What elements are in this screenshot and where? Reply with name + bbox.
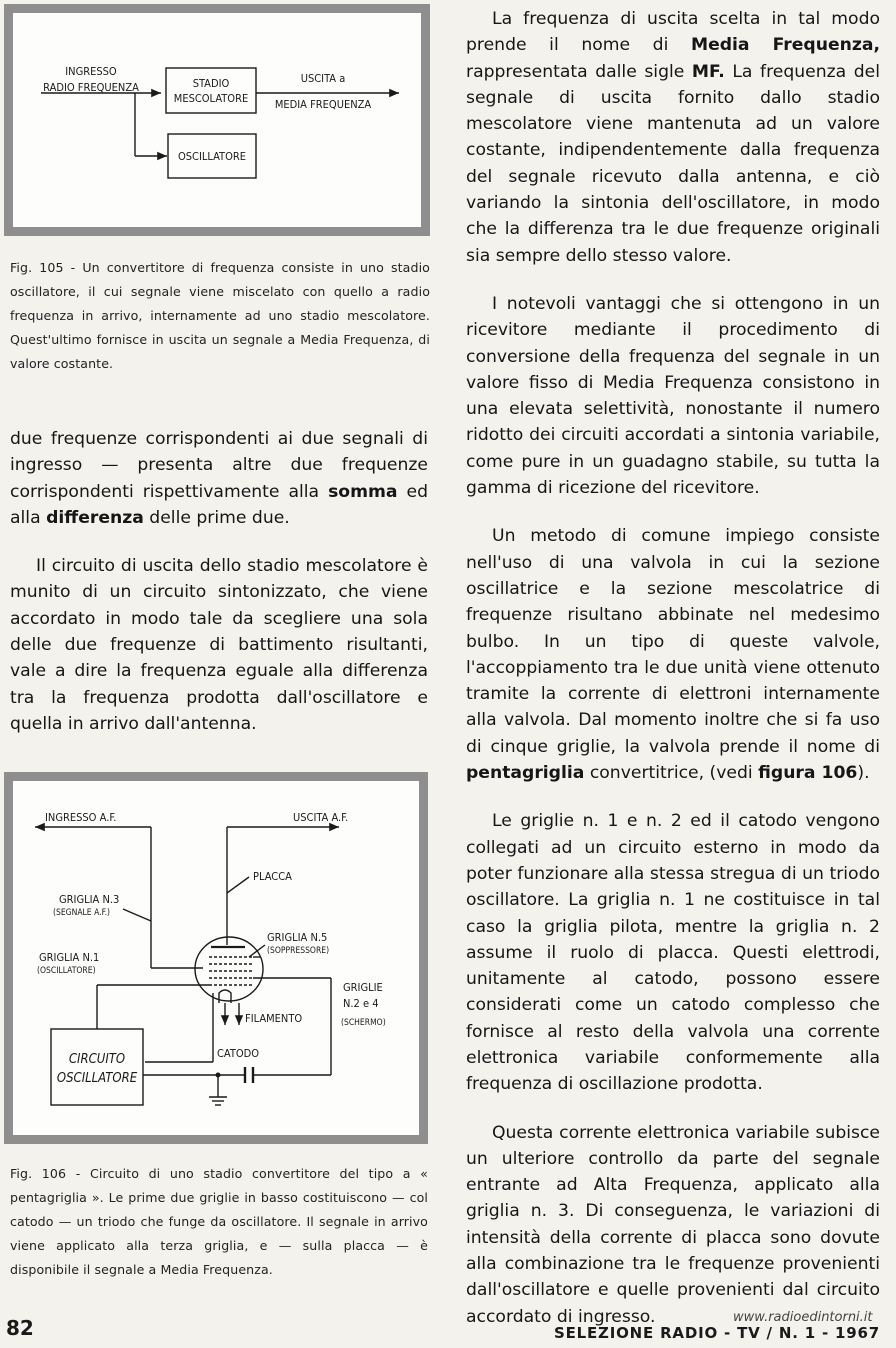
output-af-label: USCITA A.F. [293, 811, 349, 824]
right-paragraph-2: I notevoli vantaggi che si ottengono in un ricevitore mediante il procedimento di conversione della frequenza del segnale in un valore fisso di Media Frequenza consistono in una elevata selettività, nonostante il numero ridotto dei circuiti accordati a sintonia variabile, come pure in un guadagno stabile, su tutta la gamma di ricezione del ricevitore. [466, 293, 880, 499]
text-run: delle prime due. [143, 507, 290, 528]
text-run: ). [857, 763, 870, 784]
text-run: convertitrice, (vedi [584, 763, 759, 784]
right-paragraph-4: Le griglie n. 1 e n. 2 ed il catodo vengono collegati ad un circuito esterno in modo da poter funzionare alla stessa stregua di un triodo oscillatore. La griglia n. 1 ne costituisce in tal caso la griglia pilota, mentre la griglia n. 2 assume il ruolo di placca. Questi elettrodi, unitamente al catodo, possono essere considerati come un catodo complesso che fornisce al resto della valvola una corrente elettronica variabile conformemente alla frequenza di oscillazione prodotta. [466, 811, 880, 1095]
block-diagram-svg [13, 13, 421, 227]
bold-term-pentagriglia: pentagriglia [466, 763, 585, 784]
left-paragraph-1 [10, 426, 428, 531]
mixer-block [166, 68, 256, 113]
grids24-label-2: N.2 e 4 [343, 997, 379, 1010]
osc-circuit-label-2: OSCILLATORE [56, 1071, 138, 1086]
osc-circuit-label-1: CIRCUITO [68, 1052, 126, 1067]
grid1-label-2: (OSCILLATORE) [37, 966, 96, 976]
text-run: due frequenze corrispondenti ai due segnali di ingresso — presenta altre due frequenze corrispondenti rispettivamente alla [10, 429, 428, 502]
figure-105-caption: Fig. 105 - Un convertitore di frequenza consiste in uno stadio oscillatore, il cui segnale viene miscelato con quello a radio frequenza in arrivo, internamente ad uno stadio mescolatore. Quest'ultimo fornisce in uscita un segnale a Media Frequenza, di valore costante. [10, 260, 430, 371]
bold-term-differenza: differenza [46, 507, 144, 528]
input-label-1: INGRESSO [65, 65, 117, 78]
figure-106-circuit-diagram [4, 772, 428, 1144]
output-label-1: USCITA a [300, 72, 346, 85]
bold-term-media-frequenza: Media Frequenza, [690, 35, 880, 56]
right-paragraph-1 [466, 6, 880, 269]
text-run: La frequenza di uscita scelta in tal modo prende il nome di [466, 9, 880, 56]
grid1-label-1: GRIGLIA N.1 [39, 951, 100, 964]
figure-106-caption: Fig. 106 - Circuito di uno stadio convertitore del tipo a « pentagriglia ». Le prime due griglie in basso costituiscono — col catodo — un triodo che funge da oscillatore. Il segnale in arrivo viene applicato alla terza griglia, e — sulla placca — è disponibile il segnale a Media Frequenza. [10, 1166, 428, 1277]
left-column [10, 426, 428, 737]
text-run: rappresentata dalle sigle [466, 61, 692, 82]
input-af-label: INGRESSO A.F. [45, 811, 117, 824]
output-label-2: MEDIA FREQUENZA [274, 98, 372, 111]
oscillator-circuit-block [51, 1029, 143, 1105]
mixer-label-1: STADIO [192, 77, 230, 90]
cathode-label: CATODO [217, 1047, 260, 1060]
left-paragraph-2: Il circuito di uscita dello stadio mescolatore è munito di un circuito sintonizzato, che viene accordato in modo tale da scegliere una sola delle due frequenze di battimento risultanti, vale a dire la frequenza eguale alla differenza tra la frequenza prodotta dall'oscillatore e quella in arrivo dall'antenna. [10, 556, 428, 734]
mixer-label-2: MESCOLATORE [173, 92, 249, 105]
text-run: Un metodo di comune impiego consiste nell'uso di una valvola in cui la sezione oscillatrice e la sezione mescolatrice di frequenze risultano abbinate nel medesimo bulbo. In un tipo di queste valvole, l'accoppiamento tra le due unità viene ottenuto tramite la corrente di elettroni internamente alla valvola. Dal momento inoltre che si fa uso di cinque griglie, la valvola prende il nome di [466, 526, 880, 757]
grid3-label-2: (SEGNALE A.F.) [53, 908, 111, 918]
right-paragraph-5: Questa corrente elettronica variabile subisce un ulteriore controllo da parte del segnale entrante ad Alta Frequenza, applicato alla griglia n. 3. Di conseguenza, le variazioni di intensità della corrente di placca sono dovute alla combinazione tra le frequenze provenienti dall'oscillatore e quelle provenienti dal circuito accordato di ingresso. [466, 1122, 880, 1327]
plate-label: PLACCA [253, 870, 292, 883]
publication-footer: SELEZIONE RADIO - TV / N. 1 - 1967 [554, 1324, 880, 1342]
right-paragraph-3 [466, 523, 880, 786]
grids24-label-3: (SCHERMO) [341, 1018, 386, 1028]
text-run: La frequenza del segnale di uscita fornito dallo stadio mescolatore viene mantenuta ad un valore costante, indipendentemente dalla frequenza del segnale ricevuto dalla antenna, e ciò variando la sintonia dell'oscillatore, in modo che la differenza tra le due frequenze originali sia sempre dello stesso valore. [466, 61, 880, 266]
bold-term-somma: somma [328, 481, 398, 502]
page-number: 82 [6, 1316, 34, 1340]
grid3-label-1: GRIGLIA N.3 [59, 893, 120, 906]
text-run: ed alla [10, 481, 428, 528]
input-label-2: RADIO FREQUENZA [43, 81, 139, 94]
bold-ref-figura-106: figura 106 [758, 763, 858, 784]
bold-term-mf: MF. [691, 61, 725, 82]
circuit-diagram-svg [13, 781, 419, 1135]
figure-105-block-diagram [4, 4, 430, 236]
grids24-label-1: GRIGLIE [343, 981, 383, 994]
right-column [466, 6, 880, 1330]
oscillator-label: OSCILLATORE [177, 150, 247, 163]
filament-label: FILAMENTO [245, 1012, 303, 1025]
grid5-label-1: GRIGLIA N.5 [267, 931, 328, 944]
watermark: www.radioedintorni.it [733, 1310, 873, 1325]
grid5-label-2: (SOPPRESSORE) [267, 946, 330, 956]
